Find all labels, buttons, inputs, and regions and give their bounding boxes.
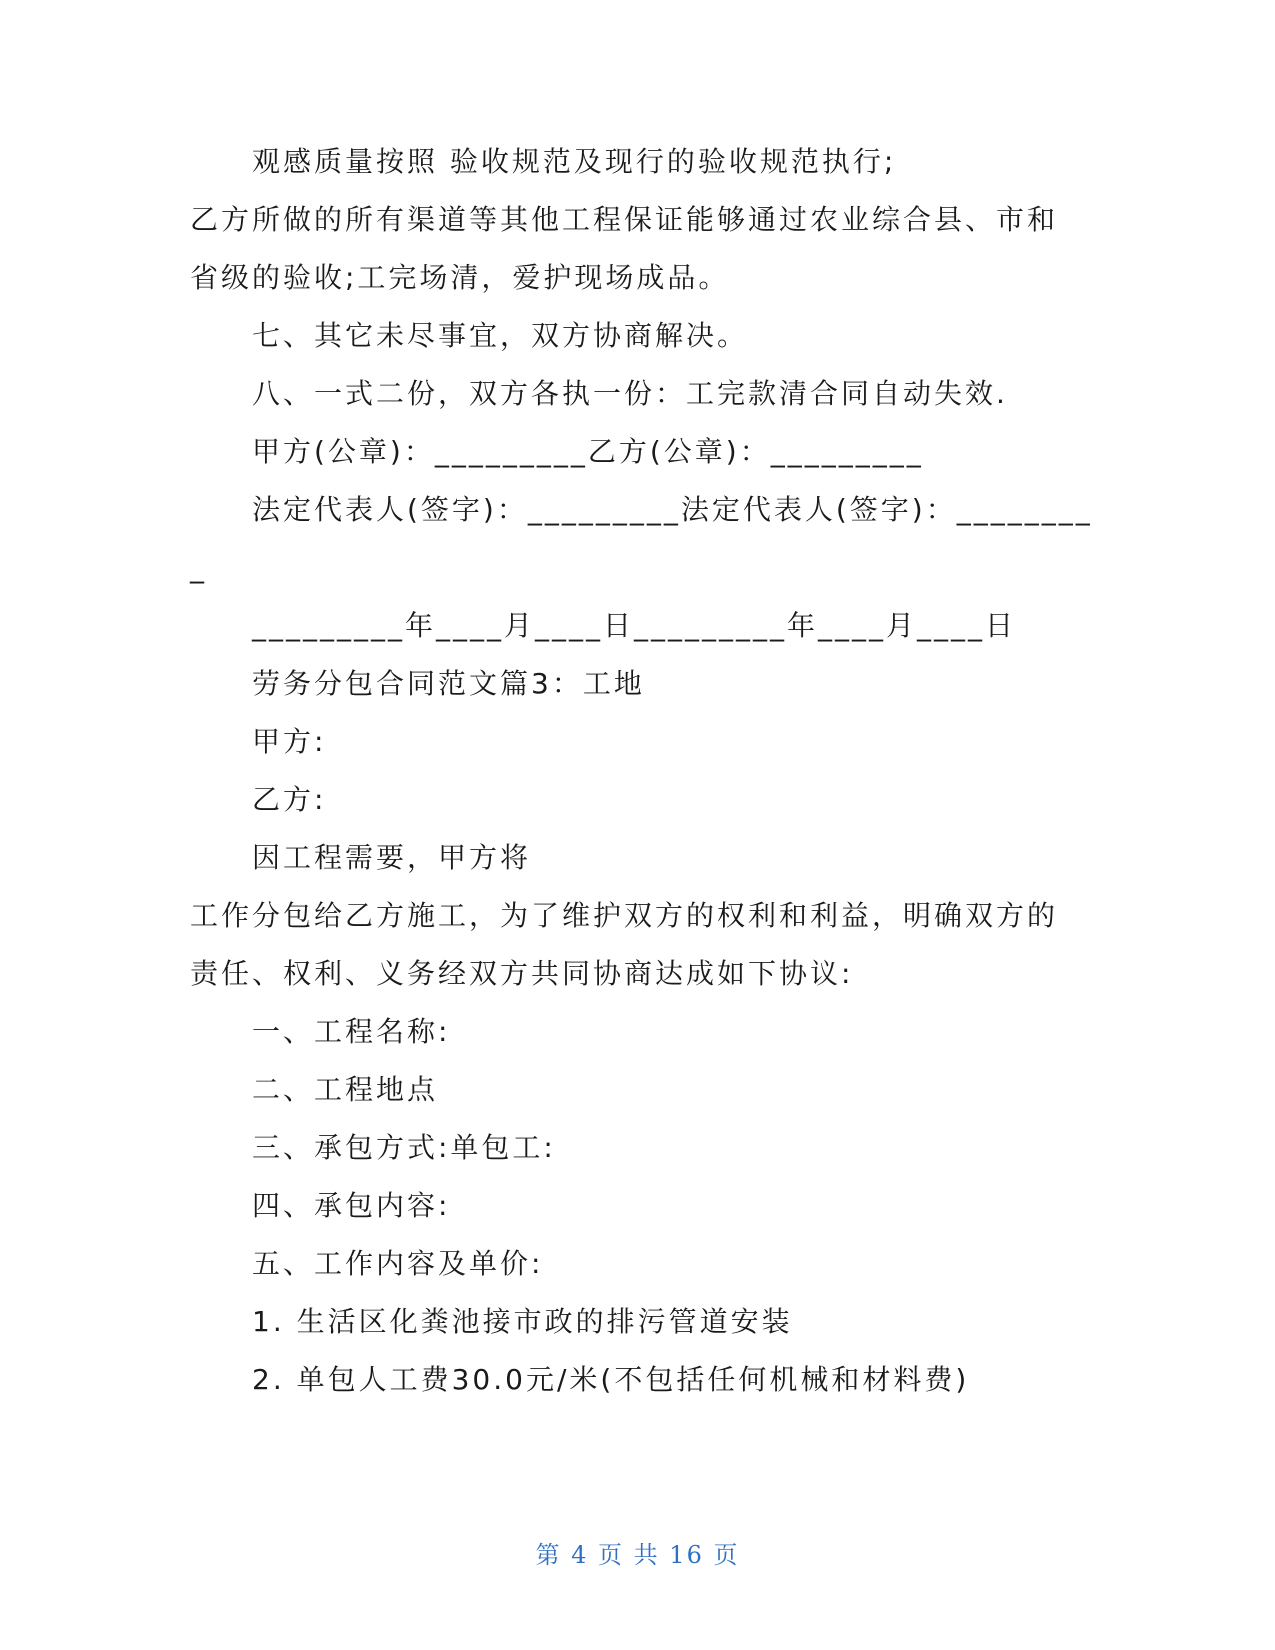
text-line: 乙方:	[252, 783, 327, 816]
page-number-footer: 第 4 页 共 16 页	[535, 1541, 740, 1569]
text-line: 因工程需要，甲方将	[252, 841, 532, 874]
clause-item: 四、承包内容:	[252, 1189, 451, 1222]
text-line: 观感质量按照 验收规范及现行的验收规范执行;	[252, 145, 897, 178]
text-line: 工作分包给乙方施工，为了维护双方的权利和利益，明确双方的	[190, 899, 1059, 932]
numbered-item: 2. 单包人工费30.0元/米(不包括任何机械和材料费)	[252, 1363, 970, 1396]
text-line: 七、其它未尽事宜，双方协商解决。	[252, 319, 749, 352]
text-line: 八、一式二份，双方各执一份：工完款清合同自动失效.	[252, 377, 1008, 410]
signature-line-representative: 法定代表人(签字)：_________法定代表人(签字)：________	[252, 493, 1093, 526]
clause-item: 二、工程地点	[252, 1073, 439, 1106]
date-line: _________年____月____日_________年____月____日	[252, 609, 1017, 642]
clause-item: 三、承包方式:单包工:	[252, 1131, 556, 1164]
clause-item: 五、工作内容及单价:	[252, 1247, 544, 1280]
section-heading: 劳务分包合同范文篇3：工地	[252, 667, 645, 700]
text-line: 省级的验收;工完场清，爱护现场成品。	[190, 261, 730, 294]
text-line: 乙方所做的所有渠道等其他工程保证能够通过农业综合县、市和	[190, 203, 1059, 236]
signature-line-seal: 甲方(公章)：_________乙方(公章)：_________	[252, 435, 924, 468]
clause-item: 一、工程名称:	[252, 1015, 451, 1048]
text-line: 甲方:	[252, 725, 327, 758]
numbered-item: 1. 生活区化粪池接市政的排污管道安装	[252, 1305, 793, 1338]
text-line: _	[190, 551, 207, 584]
text-line: 责任、权利、义务经双方共同协商达成如下协议:	[190, 957, 854, 990]
